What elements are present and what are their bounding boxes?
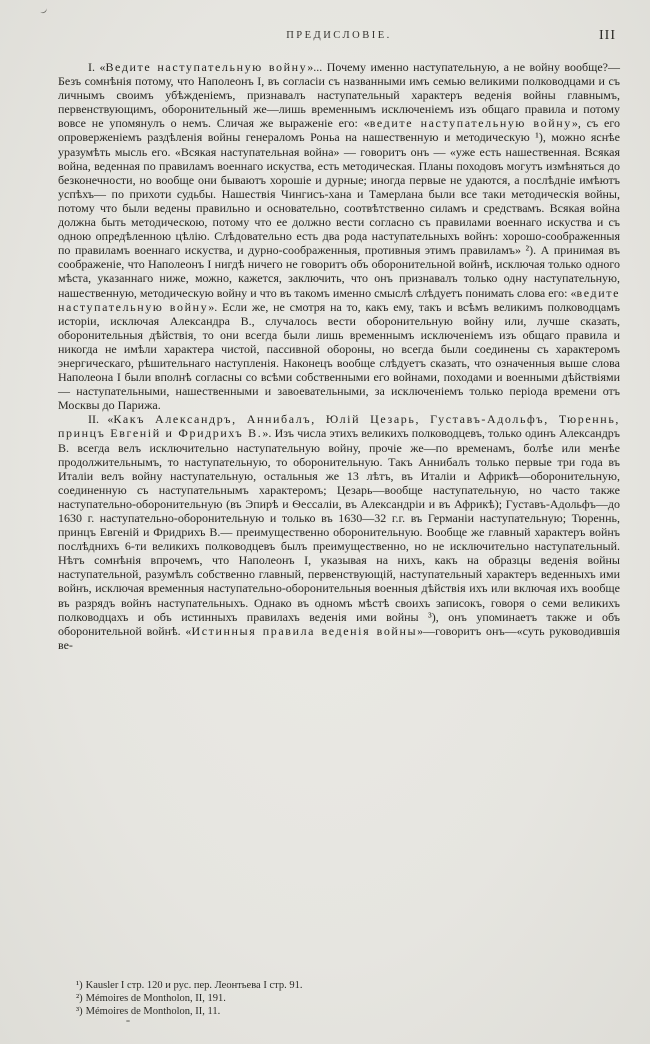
- emphasized-text: Ведите наступательную войну: [105, 60, 308, 74]
- footnote-marker: ¹): [76, 980, 83, 991]
- emphasized-text: Истинныя правила веденія войны: [191, 623, 418, 638]
- ink-speck: [126, 1020, 130, 1022]
- body-text: »... Почему именно наступательную, а не войну вообще?— Безъ сомнѣнія потому, что Наполеонъ I, въ согласіи съ названными имъ семью великими полководцами и съ личнымъ своимъ убѣжденіемъ, признавалъ наступательный характеръ веденія войны главнымъ, первенствующимъ, оборонительный же—лишь временнымъ исключеніемъ изъ общаго правила и потому вовсе не упомянулъ о немъ. Сличая же выраженіе его: «: [58, 60, 620, 131]
- running-head: [58, 30, 620, 46]
- footnote: [76, 1005, 590, 1018]
- footnote-text: Kausler I стр. 120 и рус. пер. Леонтьева I стр. 91.: [85, 980, 303, 991]
- footnote-marker: ²): [76, 993, 83, 1004]
- footnotes: [76, 979, 590, 1018]
- footnote-marker: ³): [76, 1006, 83, 1017]
- body-text: II. «: [88, 412, 114, 427]
- body-text: I. «: [88, 60, 106, 74]
- body-text: », съ его опроверженіемъ раздѣленія войны генераломъ Роньа на нашественную и методическую ¹), можно яснѣе уразумѣть мысль его. «Всякая наступательная война» — говоритъ онъ — «уже есть нашественная. Всякая война, веденная по правиламъ военнаго искуства, есть методическая. Планы походовъ могутъ измѣняться до безконечности, но вообще они бываютъ хорошіе и дурные; иногда первые не удаются, а послѣдніе имѣютъ успѣхъ— по прихоти судьбы. Нашествія Чингисъ-хана и Тамерлана были все таки методическія войны, потому что были ведены правильно и основательно, соотвѣтственно силамъ и средствамъ. Всякая война должна быть методическою, потому что ее должно вести согласно съ правилами военнаго искуства и съ одною опредѣленною цѣлію. Слѣдовательно есть два рода наступательныхъ войнъ: хорошо-соображенныя по правиламъ военнаго искуства, и дурно-соображенныя, противныя этимъ правиламъ» ²). А принимая въ соображеніе, что Наполеонъ I нигдѣ ничего не говоритъ объ оборонительной войнѣ, исключая только одного мѣста, указаннаго ниже, можно, кажется, заключить, что онъ признавалъ только одну наступательную, нашественную, методическую войну и что въ такомъ именно смыслѣ слѣдуетъ понимать слова его: «: [58, 116, 620, 300]
- ink-speck: [39, 7, 48, 15]
- footnote: [76, 979, 590, 992]
- emphasized-text: ведите наступательную войну: [369, 116, 572, 131]
- emphasized-text: Какъ Александръ, Аннибалъ, Юлій Цезарь, Густавъ-Адольфъ, Тюреннь, принцъ Евгеній и Фридрихъ В.: [58, 412, 620, 441]
- body-text: ». Изъ числа этихъ великихъ полководцевъ, только одинъ Александръ В. всегда велъ исключительно наступательную войну, прочіе же—по временамъ, болѣе или менѣе продолжительнымъ, то наступательную, то оборонительную. Такъ Аннибалъ только первые три года въ Италіи велъ войну наступательную, остальныя же 13 лѣтъ, въ Италіи и Африкѣ—оборонительную, соединенную съ наступательнымъ характеромъ; Цезарь—вообще наступательную, но часто также наступательно-оборонительную (въ Эпирѣ и Ѳессаліи, въ Александріи и въ Африкѣ); Густавъ-Адольфъ—до 1630 г. наступательно-оборонительную и только въ 1630—32 г.г. въ Германіи наступательную; Тюреннь, принцъ Евгеній и Фридрихъ В.— преимущественно оборонительную. Вообще же главный характеръ войнъ послѣднихъ 6-ти великихъ полководцевъ былъ преимущественно, но не исключительно наступательный. Нѣтъ сомнѣнія впрочемъ, что Наполеонъ I, указывая на нихъ, какъ на образцы веденія войны наступательной, разумѣлъ собственно главный, первенствующій, наступательный характеръ веденныхъ ими войнъ, исключая временныя наступательно-оборонительныя военныя дѣйствія ихъ или включая ихъ вообще въ разрядъ войнъ наступательныхъ. Однако въ одномъ мѣстѣ своихъ записокъ, говоря о семи великихъ полководцахъ и объ истинныхъ правилахъ веденія ими войны ³), онъ упоминаетъ также и объ оборонительной войнѣ. «: [58, 426, 620, 638]
- paragraph-2: [58, 412, 620, 652]
- text-body: [58, 60, 620, 652]
- body-text: »—говоритъ онъ—«суть руководившія ве-: [58, 623, 620, 652]
- page-number: III: [599, 28, 616, 43]
- footnote-text: Mémoires de Montholon, II, 191.: [85, 993, 226, 1004]
- footnote: [76, 992, 590, 1005]
- body-text: ». Если же, не смотря на то, какъ ему, такъ и всѣмъ великимъ полководцамъ исторіи, исключая Александра В., случалось вести оборонительную войну или, лучше сказать, оборонительныя дѣйствія, то они всегда были лишь временнымъ исключеніемъ изъ общаго правила и никогда не имѣли характера чистой, пассивной обороны, но всегда были соединены съ характеромъ энергическаго, рѣшительнаго наступленія. Наконецъ вообще слѣдуетъ сказать, что означенныя выше слова Наполеона I были вполнѣ согласны со всѣми собственными его войнами, походами и военными дѣйствіями— наступательными, нашественными и завоевательными, за исключеніемъ только періода времени отъ Москвы до Парижа.: [58, 299, 620, 413]
- footnote-text: Mémoires de Montholon, II, 11.: [85, 1006, 221, 1017]
- page-title: ПРЕДИСЛОВІЕ.: [286, 30, 392, 41]
- paragraph-1: [58, 60, 620, 412]
- emphasized-text: ведите наступательную войну: [58, 285, 620, 314]
